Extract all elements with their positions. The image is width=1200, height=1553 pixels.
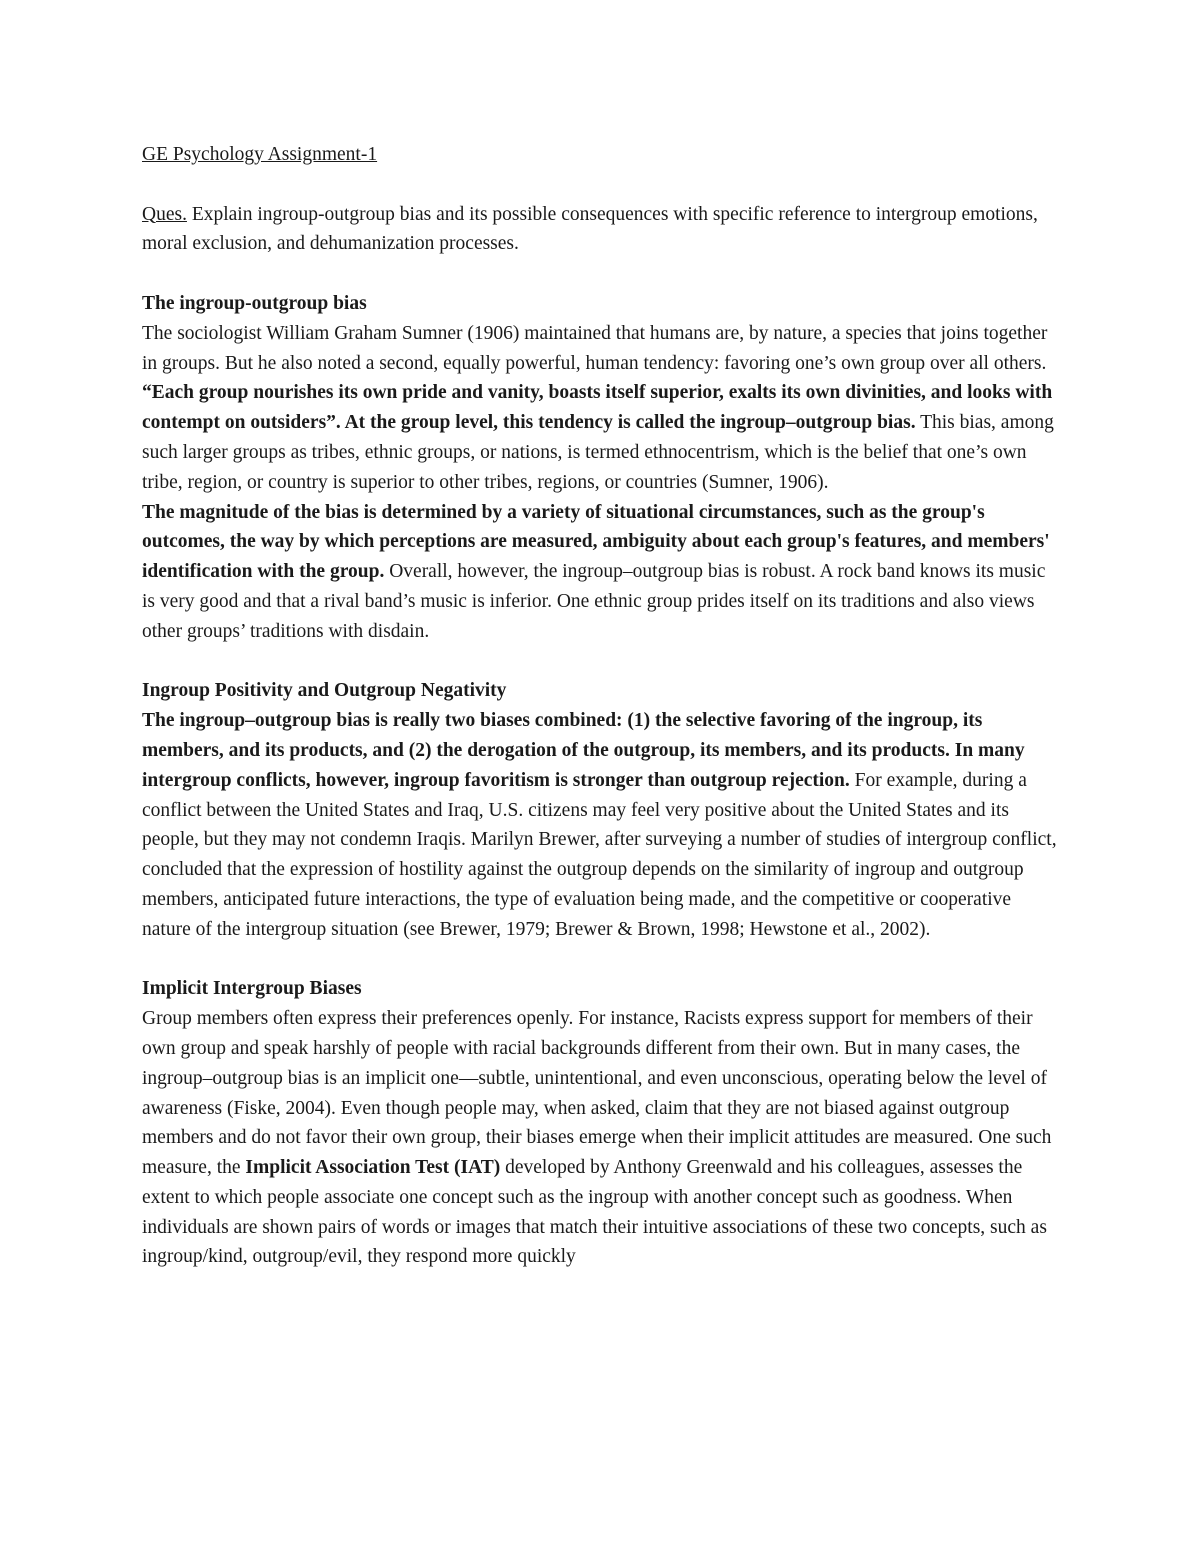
section-spacer <box>142 647 1062 677</box>
section3-paragraph <box>142 1004 1062 1272</box>
section-heading-ingroup-positivity: Ingroup Positivity and Outgroup Negativity <box>142 680 507 702</box>
section2-paragraph <box>142 706 1062 944</box>
section1-p1-bold-1: “Each group nourishes its own pride and vanity, boasts itself superior, exalts its own divinities, and looks with contempt on outsiders”. At the group level, this tendency is called the ingroup–outgroup bias. <box>142 382 1053 434</box>
section3-p-text-1: Group members often express their preferences openly. For instance, Racists express support for members of their own group and speak harshly of people with racial backgrounds different from their own. But in many cases, the ingroup–outgroup bias is an implicit one—subtle, unintentional, and even unconscious, operating below the level of awareness (Fiske, 2004). Even though people may, when asked, claim that they are not biased against outgroup members and do not favor their own group, their biases emerge when their implicit attitudes are measured. One such measure, the <box>142 1008 1052 1179</box>
document-title: GE Psychology Assignment-1 <box>142 144 378 165</box>
question-label: Ques. <box>142 203 187 225</box>
section1-p2-bold: The magnitude of the bias is determined by a variety of situational circumstances, such as the group's outcomes, the way by which perceptions are measured, ambiguity about each group's features, and members' identification with the group. <box>142 501 1050 583</box>
document-page <box>142 140 1062 1272</box>
section-spacer <box>142 945 1062 975</box>
section2-p-bold: The ingroup–outgroup bias is really two biases combined: (1) the selective favoring of the ingroup, its members, and its products, and (2) the derogation of the outgroup, its members, and its products. In many intergroup conflicts, however, ingroup favoritism is stronger than outgroup rejection. <box>142 710 1025 791</box>
section2-p-text: For example, during a conflict between the United States and Iraq, U.S. citizens may feel very positive about the United States and its people, but they may not condemn Iraqis. Marilyn Brewer, after surveying a number of studies of intergroup conflict, concluded that the expression of hostility against the outgroup depends on the similarity of ingroup and outgroup members, anticipated future interactions, the type of evaluation being made, and the competitive or cooperative nature of the intergroup situation (see Brewer, 1979; Brewer & Brown, 1998; Hewstone et al., 2002). <box>142 769 1057 940</box>
section1-paragraph-1 <box>142 319 1062 498</box>
section1-p2-text: Overall, however, the ingroup–outgroup bias is robust. A rock band knows its music is very good and that a rival band’s music is inferior. One ethnic group prides itself on its traditions and also views other groups’ traditions with disdain. <box>142 561 1046 642</box>
section1-paragraph-2 <box>142 498 1062 647</box>
question-paragraph <box>142 200 1062 260</box>
section3-p-text-2: developed by Anthony Greenwald and his colleagues, assesses the extent to which people associate one concept such as the ingroup with another concept such as goodness. When individuals are shown pairs of words or images that match their intuitive associations of these two concepts, such as ingroup/kind, outgroup/evil, they respond more quickly <box>142 1157 1047 1268</box>
section-heading-ingroup-outgroup-bias: The ingroup-outgroup bias <box>142 292 367 314</box>
section1-p1-text-1: The sociologist William Graham Sumner (1906) maintained that humans are, by nature, a species that joins together in groups. But he also noted a second, equally powerful, human tendency: favoring one’s own group over all others. <box>142 322 1048 374</box>
section-heading-implicit-biases: Implicit Intergroup Biases <box>142 978 362 1000</box>
section3-p-bold: Implicit Association Test (IAT) <box>245 1157 501 1179</box>
question-text: Explain ingroup-outgroup bias and its possible consequences with specific reference to intergroup emotions, moral exclusion, and dehumanization processes. <box>142 203 1038 255</box>
section1-p1-text-2: This bias, among such larger groups as tribes, ethnic groups, or nations, is termed ethnocentrism, which is the belief that one’s own tribe, region, or country is superior to other tribes, regions, or countries (Sumner, 1906). <box>142 412 1054 493</box>
